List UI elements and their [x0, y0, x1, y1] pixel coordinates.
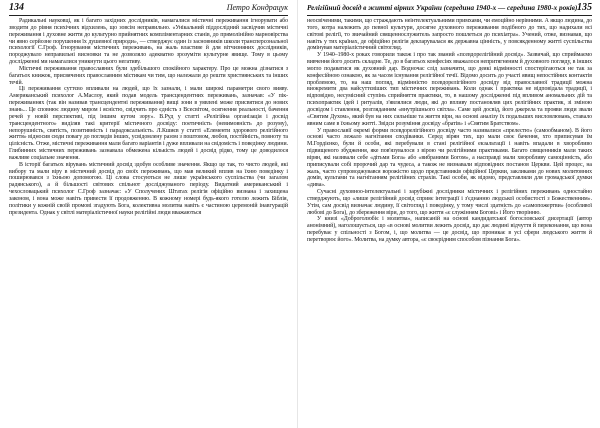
right-page-body [307, 18, 592, 244]
right-running-head: Релігійний досвід в житті вірних України (середина 1940-х — середина 1980-х років) [307, 4, 578, 12]
book-gutter [297, 0, 298, 428]
paragraph: Радикальні науковці, як і багато західних дослідників, намагалися містичні переживання ігнорувати або зводити до рівня психічних відхилень, що зовсім неправильно. «Унікальний піддослідний засвідчив містичні переживання і духовне життя до культурно прийнятних компліментарних станів, до прямолінійно марновірства чи явно серйозне порушення їх душевної природи», — стверджує один із засновників школи трансперсональної психології С.Гроф. Ігнорування містичних переживань, на жаль властиве й для вітчизняних дослідників, породжувало неправильні висновки та не дозволяло адекватно зрозуміти культурне явище. Тому в цьому дослідженні ми намагалися уникнути цього негативу. [9, 18, 288, 66]
paragraph: Містичні переживання православних були здебільшого спокійного характеру. Про це можна дізнатися з багатьох книжок, присвячених православним містикам чи тим, що належали до решти християнських та інших течій. [9, 65, 288, 86]
paragraph: неосвіченими, такими, що страждають неінтелектуальними примхами, чи емоційно нерівними. А якщо людина, до того, котра належить до певної культури, досягне духовного переживання подібного до тих, що надихали всі світові релігії, то звичайний священнослужитель запросто пошлеться до психіатра». Учений, отже, визнавав, що навіть у тих країнах, де офіційно релігія декларувалася як державна цінність, у повсякденному житті суспільства домінував матеріалістичний світогляд. [307, 18, 592, 52]
left-page [9, 2, 288, 426]
right-page-number: 135 [577, 2, 592, 13]
left-running-head: Петро Кондрацук [226, 3, 288, 12]
paragraph: Ці переживання суттєво впливали на людей, що їх зазнали, і мали широкі параметри свого вияву. Американський психолог А.Маслоу, який подав модель трансцендентних переживань, зазначав: «У пік-переживаннях (так він називав трансцендентні переживання) вищі зони в уявлені може присвятися до нових знань... Це сповнює людину миром і ясністю, свідчить про єдність з Всесвітом, осягнення реальності, бачення речей у новій перспективі, під іншим кутом зору». В.Руд у статті «Релігійна організація і досвід трансцендентного» виділяв такі критерії містичного досвіду: поетичність (невимовність до розуму), непорушність, святість, позитивність і парадоксальність. Л.Кшиєв у статті «Елементи здорового релігійного життя» відносив сюди повагу до поглядів інших, усвідомлену разом з поштовом, любов, постійність, повноту та цілісність. Отже, містичні переживання мали багато варіантів і дуже впливали на свідомість і поведінку людини. Глибинних містичних переживань зазнавала обмежена кількість людей і досвід рідко, тому це доводилося важливе соціальне значення. [9, 86, 288, 161]
left-page-body [9, 18, 288, 216]
left-page-number: 134 [9, 2, 24, 13]
paragraph: У православії окремі форми псевдорелігійного досвіду часто називалися «прелестю» (самообманом). В його основі часто лежало нагнітання сподіванки. Серед вірян тих, що мали своє бачення, хто приписував їм М.Гордієнко, були й особи, які перебували в стані релігійної екзальтації і навіть впадали в хворобливо підвищеного збудження, яке пов'язувалося з вірою чи релігійними практиками. Багато священників мали таких вірян, які називали себе «дітьми Бога» або «вибраними Богом», а насправді мали хворобливу самоцінність, або приписували собі пророчий дар та чудеса, а також не визнавали відповідних постанов Церкви. Цей процес, на жаль, часто супроводжувався ворожістю щодо представників офіційної Церкви, закликами до нових молитовних домів, культами та нагнітанням релігійних страхів. Такі особи, як відомо, представляли для громадської думки «дива». [307, 127, 592, 189]
paragraph: Сучасні духовноо-інтелектуальні і зарубіжні дослідники містичних і релігійних переживань одностайно стверджують, що «лише релігійний досвід сприяє інтеграції і з'єднанню людської особистості з Божественним». Утім, сам досвід визначає людину, її світогляд і поведінку, у тому числі здатність до «самопожертви» (особливої любові до Бога), до збереження віри, до того, що життя «є служінням Богові» і Його творінню. [307, 189, 592, 216]
right-page [307, 2, 592, 426]
left-page-header [9, 2, 288, 16]
paragraph: У 1940–1980-х роках говорили також і про так званий «псевдорелігійний досвід». Зазвичай, що сприймаємо вивчення його досить складне. Те, до в багатьох конфесіях вважалося непритягненим й духовного погляду, в інших могло подаватися як духовний дар. Водночас слід зазначити, що деякі відмінності спостерігаються не так за конфесійною ознакою, як за часом існування релігійної течії. Відомо досить до участі явищ непостійних контактів проблемою, то, на наш погляд, відмінністю псевдорелігійного досвіду від православної традиції можна виокремити два найсуттєвіших тип містичних переживань. Коли однак і практика не відповідала традиції, і відповідно, несумісний ступінь сприйняття практики, то, в нашому дослідженні під впливом аномальних дій та психопрактик ідей і ритуалів, з'являлися люди, які до впливу постановляв цих релігійних практик, зі зміною досвідом і ставлення, розгляданням «внутрішнього світла». Саме цей досвід, його джерела та прояви люди звали «Святим Духом», який був на них сильніше та життя віри, на основі аналізу їх подальших висловлювань, ставало явним саме в їхньому житті. Звідси розуміння досвіду «братів» і «Святим Братством». [307, 52, 592, 127]
paragraph: В історії багатьох вірувань містичний досвід здобув особливе значення. Якщо це так, то чисто людей, які вибору та мали віру в містичний досвід до своїх переживань, що мав великий вплив на їхню поведінку і поширювався з їхньою допомогою. Ці слова стосуються не лише українського суспільства (чи загалом радянського), а й більшості світових спільнот досліджуваного періоду. Видатний американський і чехословацький психолог С.Гроф зазначає: «У Сполучених Штатах релігія офіційно визнана і захищена законом, і вона може навіть привести її продовженню. В кожному номері будь-якого готелю лежить Біблія, політики у кожній своїй промові згадують Бога, колективна молитва навіть є частиною церемоній інавгурацій президента. Однак у світлі матеріалістичної науки релігійні люди вважаються [9, 161, 288, 216]
paragraph: У книзі «Доброголюбіє і молитва», написаній на основі кандидатської богословської дисертації (автор анонімний), наголошується, що «в основі молитви лежить досвід, що дає людині відчуття й переконання, що вона перебуває у спільності з Богом, і, що молитва — це досвід, що проникає в усі сфери людського життя й перетворює його». Молитва, на думку автора, «є своєрідним способом пізнання Бога». [307, 216, 592, 243]
right-page-header [307, 2, 592, 16]
